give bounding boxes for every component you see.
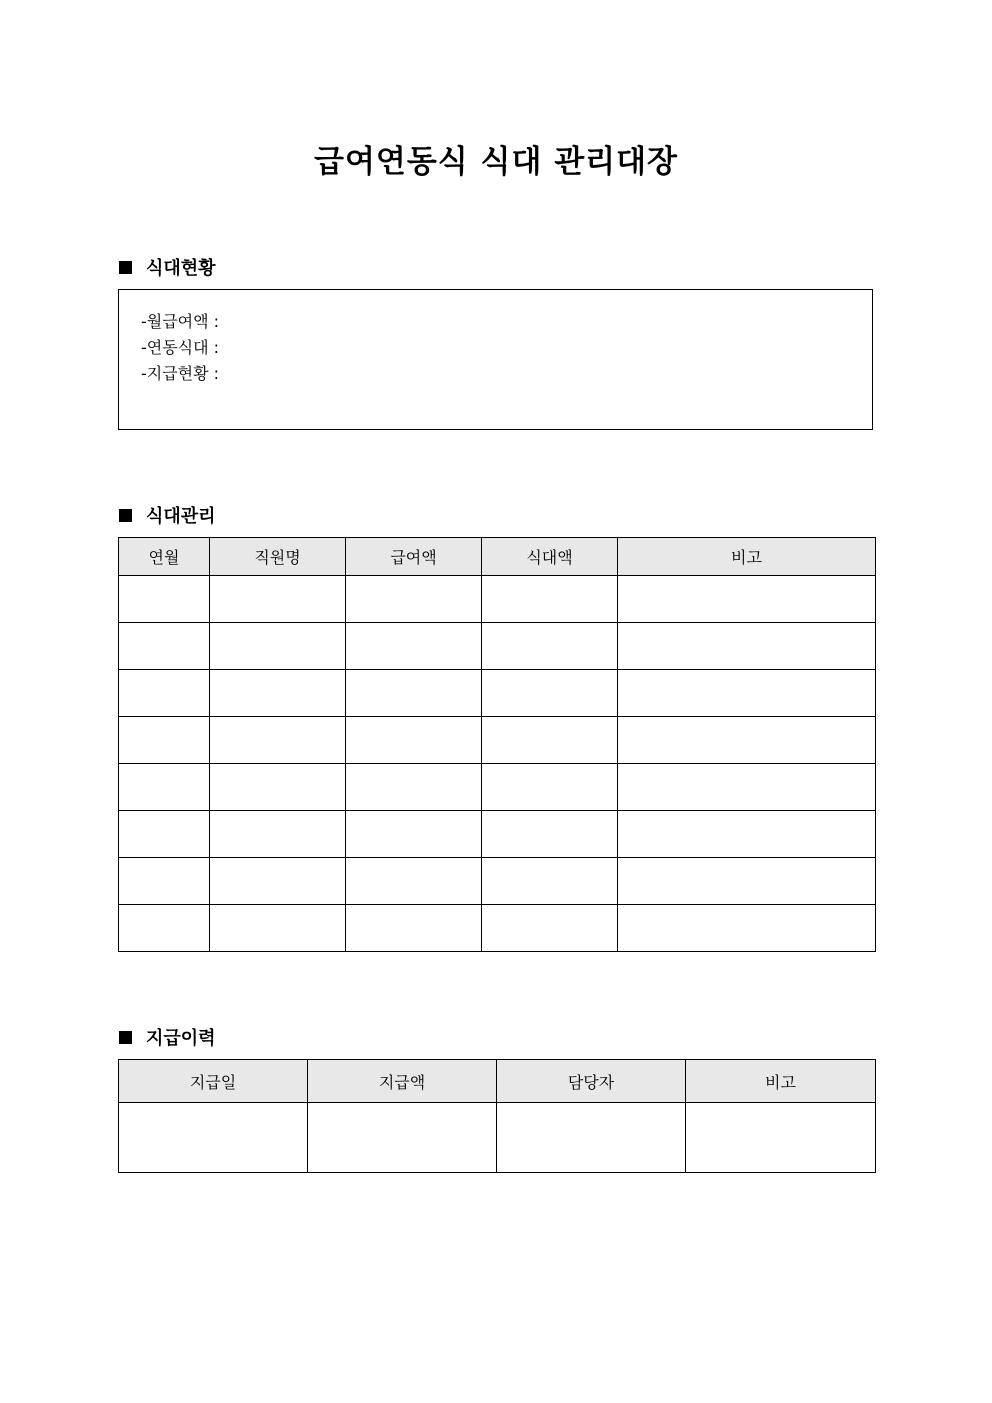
table-row: [119, 670, 876, 717]
table-cell[interactable]: [119, 811, 210, 858]
section-heading-label: 식대관리: [146, 506, 216, 527]
column-header-meal-amount: 식대액: [482, 538, 618, 576]
table-cell[interactable]: [308, 1103, 497, 1173]
table-cell[interactable]: [346, 858, 482, 905]
table-cell[interactable]: [482, 811, 618, 858]
table-cell[interactable]: [482, 717, 618, 764]
section-heading-history: [119, 1024, 216, 1050]
section-heading-status: [119, 254, 216, 280]
table-cell[interactable]: [210, 811, 346, 858]
table-cell[interactable]: [482, 576, 618, 623]
table-cell[interactable]: [119, 670, 210, 717]
square-bullet-icon: [119, 261, 132, 274]
table-cell[interactable]: [346, 576, 482, 623]
column-header-year-month: 연월: [119, 538, 210, 576]
table-header-row: [119, 538, 876, 576]
table-cell[interactable]: [482, 905, 618, 952]
table-cell[interactable]: [618, 670, 876, 717]
table-cell[interactable]: [210, 670, 346, 717]
table-cell[interactable]: [482, 764, 618, 811]
table-cell[interactable]: [618, 576, 876, 623]
table-cell[interactable]: [497, 1103, 686, 1173]
column-header-employee-name: 직원명: [210, 538, 346, 576]
table-cell[interactable]: [346, 670, 482, 717]
meal-management-table: [118, 537, 876, 952]
table-cell[interactable]: [618, 811, 876, 858]
section-heading-management: [119, 502, 216, 528]
table-cell[interactable]: [119, 576, 210, 623]
payment-history-table: [118, 1059, 876, 1173]
table-row: [119, 623, 876, 670]
square-bullet-icon: [119, 1031, 132, 1044]
table-cell[interactable]: [210, 764, 346, 811]
table-cell[interactable]: [346, 764, 482, 811]
column-header-remarks: 비고: [618, 538, 876, 576]
column-header-remarks: 비고: [686, 1060, 876, 1103]
table-cell[interactable]: [210, 576, 346, 623]
table-cell[interactable]: [618, 905, 876, 952]
table-cell[interactable]: [210, 858, 346, 905]
table-cell[interactable]: [346, 811, 482, 858]
status-line-linked-meal: -연동식대 :: [141, 338, 220, 357]
table-cell[interactable]: [119, 858, 210, 905]
table-cell[interactable]: [618, 858, 876, 905]
table-cell[interactable]: [482, 858, 618, 905]
section-heading-label: 식대현황: [146, 258, 216, 279]
table-cell[interactable]: [210, 905, 346, 952]
table-row: [119, 811, 876, 858]
column-header-person-in-charge: 담당자: [497, 1060, 686, 1103]
document-title: 급여연동식 식대 관리대장: [314, 144, 678, 180]
column-header-payment-amount: 지급액: [308, 1060, 497, 1103]
square-bullet-icon: [119, 509, 132, 522]
table-cell[interactable]: [346, 717, 482, 764]
table-row: [119, 905, 876, 952]
table-header-row: [119, 1060, 876, 1103]
table-row: [119, 858, 876, 905]
table-cell[interactable]: [618, 717, 876, 764]
table-cell[interactable]: [119, 905, 210, 952]
column-header-salary: 급여액: [346, 538, 482, 576]
table-cell[interactable]: [119, 623, 210, 670]
table-cell[interactable]: [482, 670, 618, 717]
table-cell[interactable]: [686, 1103, 876, 1173]
table-cell[interactable]: [346, 905, 482, 952]
table-cell[interactable]: [119, 1103, 308, 1173]
status-lines: [141, 309, 219, 387]
table-cell[interactable]: [210, 623, 346, 670]
table-cell[interactable]: [346, 623, 482, 670]
status-line-payment-status: -지급현황 :: [141, 364, 220, 383]
status-line-monthly-salary: -월급여액 :: [141, 312, 220, 331]
column-header-payment-date: 지급일: [119, 1060, 308, 1103]
table-row: [119, 717, 876, 764]
status-box: [118, 289, 873, 430]
table-row: [119, 576, 876, 623]
table-cell[interactable]: [119, 764, 210, 811]
section-heading-label: 지급이력: [146, 1028, 216, 1049]
table-row: [119, 1103, 876, 1173]
table-cell[interactable]: [618, 764, 876, 811]
table-cell[interactable]: [119, 717, 210, 764]
table-cell[interactable]: [210, 717, 346, 764]
table-cell[interactable]: [618, 623, 876, 670]
table-row: [119, 764, 876, 811]
table-cell[interactable]: [482, 623, 618, 670]
